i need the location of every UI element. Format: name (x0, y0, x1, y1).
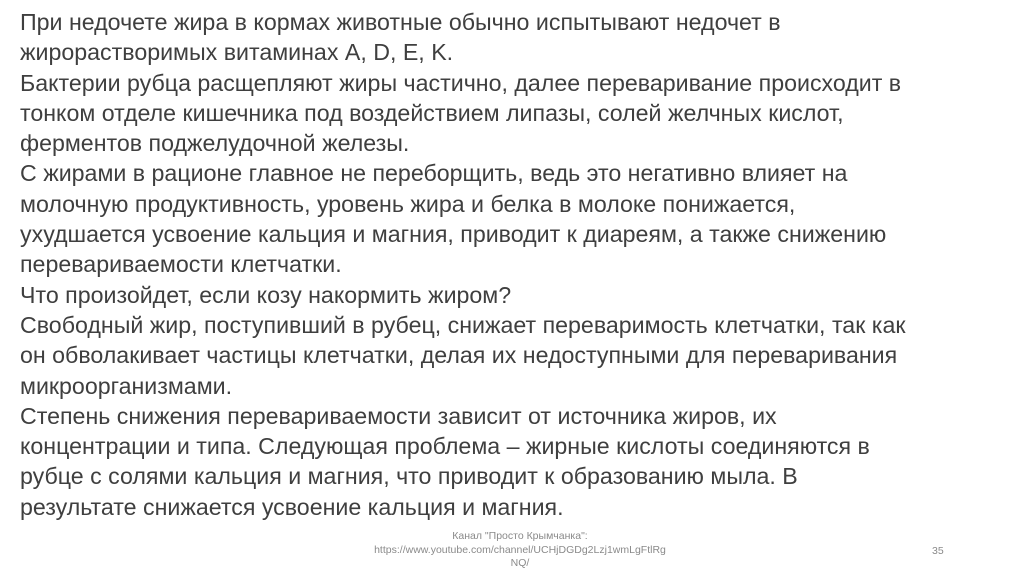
text-line: тонком отделе кишечника под воздействием липазы, солей желчных кислот, (20, 99, 844, 126)
text-line: жирорастворимых витаминах A, D, E, K. (20, 39, 454, 66)
page-number: 35 (932, 545, 944, 557)
text-line: Бактерии рубца расщепляют жиры частично, далее переваривание происходит в (20, 69, 902, 96)
text-line: результате снижается усвоение кальция и магния. (20, 493, 564, 520)
text-line: ферментов поджелудочной железы. (20, 130, 410, 157)
text-line: концентрации и типа. Следующая проблема – жирные кислоты соединяются в (20, 433, 870, 460)
paragraph-fat-deficiency (20, 7, 1010, 68)
paragraph-digestibility (20, 401, 1010, 522)
paragraph-rumen-bacteria (20, 68, 1010, 159)
text-line: С жирами в рационе главное не переборщить, ведь это негативно влияет на (20, 160, 848, 187)
text-line: При недочете жира в кормах животные обычно испытывают недочет в (20, 9, 781, 35)
paragraph-question (20, 280, 1010, 310)
text-line: Что произойдет, если козу накормить жиром? (20, 281, 512, 308)
paragraph-excess-fat (20, 158, 1010, 279)
text-line: Свободный жир, поступивший в рубец, снижает переваримость клетчатки, так как (20, 311, 906, 338)
footer-channel-url-tail: NQ/ (510, 557, 530, 569)
footer-channel-url: https://www.youtube.com/channel/UCHjDGDg2Lzj1wmLgFtlRg (374, 543, 666, 556)
text-line: он обволакивает частицы клетчатки, делая их недоступными для переваривания (20, 342, 898, 369)
paragraph-free-fat (20, 310, 1010, 401)
text-line: перевариваемости клетчатки. (20, 251, 342, 278)
text-line: рубце с солями кальция и магния, что приводит к образованию мыла. В (20, 463, 798, 490)
text-line: Степень снижения перевариваемости зависит от источника жиров, их (20, 402, 777, 429)
slide-body-text (20, 7, 1010, 522)
footer-channel-credit (330, 530, 710, 571)
text-line: микроорганизмами. (20, 372, 233, 399)
text-line: молочную продуктивность, уровень жира и белка в молоке понижается, (20, 190, 796, 217)
text-line: ухудшается усвоение кальция и магния, приводит к диареям, а также снижению (20, 221, 887, 248)
footer-channel-name: Канал "Просто Крымчанка": (452, 530, 588, 542)
